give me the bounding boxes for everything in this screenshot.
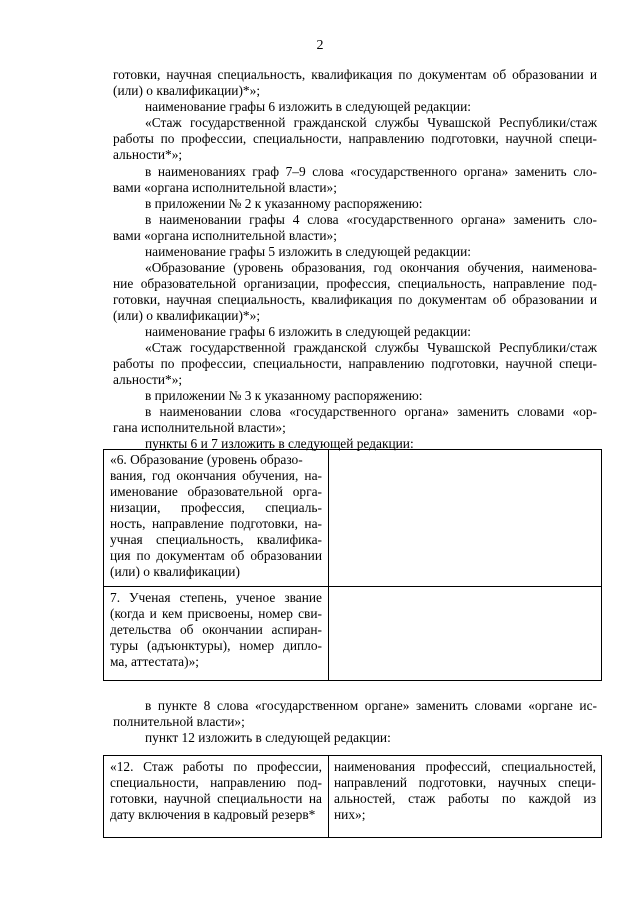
table-work-experience	[103, 755, 602, 838]
cell-line: (или) о квалификации)	[110, 564, 240, 579]
table-cell-empty	[330, 588, 600, 680]
cell-line: готовки, научной специальности на	[110, 791, 322, 806]
text-line: в наименованиях граф 7–9 слова «государственного органа» заменить сло-	[145, 164, 597, 179]
text-line: (или) о квалификации)*»;	[113, 308, 261, 323]
text-line: работы по профессии, специальности, направлению подготовки, научной специ-	[113, 131, 597, 146]
cell-line: альностей, стаж работы по каждой из	[334, 791, 596, 806]
cell-line: именование образовательной орга-	[110, 484, 322, 499]
cell-line: «6. Образование (уровень образо-	[110, 452, 303, 467]
cell-line: направлений подготовки, научных специ-	[334, 775, 596, 790]
cell-line: учная специальность, квалифика-	[110, 532, 322, 547]
text-line: пункты 6 и 7 изложить в следующей редакции:	[145, 436, 414, 451]
text-line: в приложении № 2 к указанному распоряжению:	[145, 196, 423, 211]
cell-line: «12. Стаж работы по профессии,	[110, 759, 322, 774]
text-line: гана исполнительной власти»;	[113, 420, 286, 435]
text-line: ние образовательной организации, профессия, специальность, направление под-	[113, 276, 597, 291]
table-divider	[328, 450, 329, 680]
text-line: альности*»;	[113, 372, 183, 387]
cell-line: специальности, направлению под-	[110, 775, 322, 790]
text-line: вами «органа исполнительной власти»;	[113, 228, 337, 243]
table-cell-item-7	[110, 590, 322, 678]
cell-line: них»;	[334, 807, 366, 822]
table-cell-item-12-value	[334, 759, 596, 835]
text-line: в пункте 8 слова «государственном органе» заменить словами «органе ис-	[145, 698, 597, 713]
text-line: наименование графы 6 изложить в следующей редакции:	[145, 99, 471, 114]
text-line: альности*»;	[113, 147, 183, 162]
cell-line: туры (адъюнктуры), номер дипло-	[110, 638, 322, 653]
text-line: «Стаж государственной гражданской службы Чувашской Республики/стаж	[145, 340, 597, 355]
text-line: пункт 12 изложить в следующей редакции:	[145, 730, 391, 745]
text-line: в приложении № 3 к указанному распоряжению:	[145, 388, 423, 403]
cell-line: вания, год окончания обучения, на-	[110, 468, 322, 483]
page-number: 2	[316, 38, 324, 53]
cell-line: ность, направление подготовки, на-	[110, 516, 322, 531]
table-cell-item-12	[110, 759, 322, 835]
cell-line: детельства об окончании аспиран-	[110, 622, 322, 637]
table-education	[103, 449, 602, 681]
text-line: полнительной власти»;	[113, 714, 245, 729]
table-cell-empty	[330, 450, 600, 586]
cell-line: дату включения в кадровый резерв*	[110, 807, 316, 822]
text-line: готовки, научная специальность, квалификация по документам об образовании и	[113, 67, 597, 82]
text-line: наименование графы 6 изложить в следующей редакции:	[145, 324, 471, 339]
text-line: (или) о квалификации)*»;	[113, 83, 261, 98]
cell-line: ция по документам об образовании	[110, 548, 322, 563]
table-divider	[104, 586, 601, 587]
text-line: в наименовании слова «государственного органа» заменить словами «ор-	[145, 404, 597, 419]
text-line: наименование графы 5 изложить в следующей редакции:	[145, 244, 471, 259]
table-divider	[328, 756, 329, 837]
text-line: «Образование (уровень образования, год окончания обучения, наименова-	[145, 260, 597, 275]
cell-line: ма, аттестата)»;	[110, 654, 199, 669]
text-line: в наименовании графы 4 слова «государственного органа» заменить сло-	[145, 212, 597, 227]
text-line: «Стаж государственной гражданской службы Чувашской Республики/стаж	[145, 115, 597, 130]
cell-line: 7. Ученая степень, ученое звание	[110, 590, 322, 605]
text-line: работы по профессии, специальности, направлению подготовки, научной специ-	[113, 356, 597, 371]
text-line: вами «органа исполнительной власти»;	[113, 180, 337, 195]
cell-line: низации, профессия, специаль-	[110, 500, 322, 515]
text-line: готовки, научная специальность, квалификация по документам об образовании и	[113, 292, 597, 307]
cell-line: (когда и кем присвоены, номер сви-	[110, 606, 322, 621]
table-cell-item-6	[110, 452, 322, 584]
cell-line: наименования профессий, специальностей,	[334, 759, 596, 774]
